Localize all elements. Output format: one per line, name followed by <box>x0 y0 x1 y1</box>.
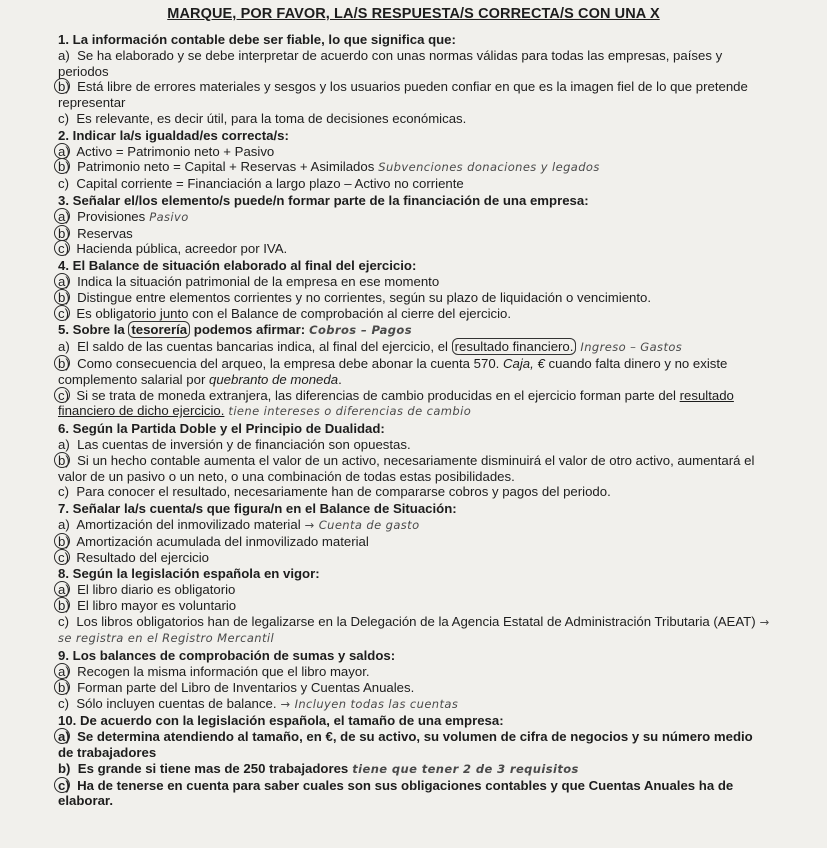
option-text: Patrimonio neto = Capital + Reservas + Asimilados <box>77 159 375 175</box>
option-text: Amortización del inmovilizado material <box>76 516 301 532</box>
option-2a[interactable] <box>58 144 771 160</box>
option-5b-italic: Caja, € <box>503 355 545 371</box>
option-text: Está libre de errores materiales y sesgos y los usuarios pueden confiar en que es la imagen fiel de lo que pretende representar <box>58 79 748 111</box>
option-text: Es relevante, es decir útil, para la toma de decisiones económicas. <box>76 110 467 126</box>
question-5-boxed-word: tesorería <box>128 321 190 338</box>
question-10-text: 10. De acuerdo con la legislación española, el tamaño de una empresa: <box>58 713 504 729</box>
option-letter: c) <box>58 176 69 192</box>
option-letter: b) <box>58 355 70 371</box>
option-7a[interactable] <box>58 517 771 534</box>
option-5a[interactable] <box>58 339 771 356</box>
option-10b[interactable] <box>58 761 771 778</box>
handwritten-note: → Cuenta de gasto <box>304 517 420 532</box>
option-1a[interactable] <box>58 48 771 80</box>
option-8b[interactable] <box>58 598 771 614</box>
question-10 <box>58 713 771 809</box>
option-9b[interactable] <box>58 680 771 696</box>
option-6b[interactable] <box>58 453 771 485</box>
option-letter: c) <box>58 549 69 565</box>
option-letter: a) <box>58 516 70 532</box>
option-3a[interactable] <box>58 209 771 226</box>
option-text: Indica la situación patrimonial de la empresa en ese momento <box>77 273 440 289</box>
option-5c[interactable] <box>58 388 771 421</box>
option-letter: c) <box>58 484 69 500</box>
handwritten-note: Cobros – Pagos <box>309 323 412 338</box>
questions-1-4 <box>58 32 771 321</box>
option-9c[interactable] <box>58 696 771 713</box>
question-5-post: podemos afirmar: <box>190 322 306 338</box>
option-10c[interactable] <box>58 778 771 810</box>
handwritten-note: Ingreso – Gastos <box>580 340 683 355</box>
option-10a[interactable] <box>58 729 771 761</box>
question-7 <box>58 501 771 565</box>
option-letter: c) <box>58 695 69 711</box>
option-text: Es obligatorio junto con el Balance de comprobación al cierre del ejercicio. <box>76 305 512 321</box>
option-letter: b) <box>58 533 70 549</box>
option-letter: c) <box>58 241 69 257</box>
questions-6-9 <box>58 421 771 712</box>
option-text: Activo = Patrimonio neto + Pasivo <box>76 143 275 159</box>
option-8c[interactable] <box>58 614 771 648</box>
question-9 <box>58 648 771 712</box>
question-6 <box>58 421 771 500</box>
option-text: Las cuentas de inversión y de financiación son opuestas. <box>77 436 411 452</box>
option-4a[interactable] <box>58 274 771 290</box>
option-letter: b) <box>58 79 70 95</box>
option-5c-text: Si se trata de moneda extranjera, las diferencias de cambio producidas en el ejercicio forman parte del <box>76 387 680 403</box>
handwritten-note: → se registra en el Registro Mercantil <box>58 614 770 646</box>
option-6a[interactable] <box>58 437 771 453</box>
option-letter: b) <box>58 679 70 695</box>
option-5b[interactable] <box>58 356 771 388</box>
question-3 <box>58 193 771 257</box>
option-letter: a) <box>58 339 70 355</box>
handwritten-note: → Incluyen todas las cuentas <box>280 696 459 711</box>
option-letter: b) <box>58 597 70 613</box>
option-text: Los libros obligatorios han de legalizarse en la Delegación de la Agencia Estatal de Administración Tributaria (AEAT) <box>76 613 756 629</box>
option-10b-text: Es grande si tiene mas de 250 trabajadores <box>77 760 349 776</box>
question-4 <box>58 258 771 321</box>
question-9-text: 9. Los balances de comprobación de sumas y saldos: <box>58 648 396 664</box>
option-text: Sólo incluyen cuentas de balance. <box>76 695 277 711</box>
option-text: Distingue entre elementos corrientes y no corrientes, según su plazo de liquidación o vencimiento. <box>77 289 652 305</box>
option-text: Provisiones <box>77 208 146 224</box>
option-letter: a) <box>58 436 70 452</box>
option-letter: c) <box>58 613 69 629</box>
question-5 <box>58 322 771 420</box>
option-5b-text-2: cuando falta dinero y no existe complemento salarial por <box>58 355 728 387</box>
question-3-text: 3. Señalar el/los elemento/s puede/n formar parte de la financiación de una empresa: <box>58 192 589 208</box>
option-4b[interactable] <box>58 290 771 306</box>
option-letter: a) <box>58 273 70 289</box>
option-letter: a) <box>58 208 70 224</box>
option-1b[interactable] <box>58 79 771 111</box>
option-6c[interactable] <box>58 484 771 500</box>
option-5a-boxed: resultado financiero. <box>452 338 577 355</box>
option-text: Hacienda pública, acreedor por IVA. <box>76 241 288 257</box>
option-7c[interactable] <box>58 550 771 566</box>
handwritten-note: Pasivo <box>149 209 189 224</box>
option-letter: b) <box>58 225 70 241</box>
option-letter: a) <box>58 664 70 680</box>
option-9a[interactable] <box>58 664 771 680</box>
option-3b[interactable] <box>58 226 771 242</box>
option-5b-italic-2: quebranto de moneda <box>209 371 339 387</box>
option-2c[interactable] <box>58 176 771 192</box>
option-text: Capital corriente = Financiación a largo plazo – Activo no corriente <box>76 176 464 192</box>
option-text: El libro mayor es voluntario <box>77 597 237 613</box>
option-5a-text: El saldo de las cuentas bancarias indica, al final del ejercicio, el <box>77 339 452 355</box>
question-4-text: 4. El Balance de situación elaborado al final del ejercicio: <box>58 258 417 274</box>
question-6-text: 6. Según la Partida Doble y el Principio de Dualidad: <box>58 421 385 437</box>
option-2b[interactable] <box>58 159 771 176</box>
option-5b-text: Como consecuencia del arqueo, la empresa debe abonar la cuenta 570. <box>77 355 504 371</box>
option-letter: a) <box>58 143 70 159</box>
question-2-text: 2. Indicar la/s igualdad/es correcta/s: <box>58 127 289 143</box>
question-1-text: 1. La información contable debe ser fiable, lo que significa que: <box>58 32 456 47</box>
option-text: Si un hecho contable aumenta el valor de un activo, necesariamente disminuirá el valor de otro activo, aumentará el valor de un pasivo o un neto, o una combinación de todas estas posibilidades. <box>58 452 755 484</box>
option-letter: c) <box>58 777 70 793</box>
option-text: Forman parte del Libro de Inventarios y Cuentas Anuales. <box>77 679 415 695</box>
option-text: Resultado del ejercicio <box>76 549 210 565</box>
question-5-text <box>58 322 771 339</box>
option-letter: c) <box>58 387 69 403</box>
option-letter: c) <box>58 110 69 126</box>
option-7b[interactable] <box>58 534 771 550</box>
option-10c-text: Ha de tenerse en cuenta para saber cuales son sus obligaciones contables y que Cuentas Anuales ha de elaborar. <box>58 777 734 809</box>
option-8a[interactable] <box>58 582 771 598</box>
handwritten-note: tiene intereses o diferencias de cambio <box>228 404 472 419</box>
option-3c[interactable] <box>58 241 771 257</box>
option-letter: b) <box>58 760 71 776</box>
question-1 <box>58 32 771 127</box>
option-letter: b) <box>58 289 70 305</box>
option-letter: a) <box>58 729 70 745</box>
handwritten-note: Subvenciones donaciones y legados <box>378 160 600 175</box>
option-10a-text: Se determina atendiendo al tamaño, en €, de su activo, su volumen de cifra de negocios y su número medio de trabajadores <box>58 729 753 761</box>
option-text: Reservas <box>77 225 133 241</box>
option-text: Se ha elaborado y se debe interpretar de acuerdo con unas normas válidas para todas las empresas, países y periodos <box>58 47 723 79</box>
option-5c-underlined: resultado financiero de dicho ejercicio. <box>58 387 734 419</box>
option-text: El libro diario es obligatorio <box>77 582 236 598</box>
option-letter: c) <box>58 305 69 321</box>
option-1c[interactable] <box>58 111 771 127</box>
option-letter: a) <box>58 47 70 63</box>
option-letter: b) <box>58 452 70 468</box>
option-text: Para conocer el resultado, necesariamente han de compararse cobros y pagos del periodo. <box>76 484 611 500</box>
question-7-text: 7. Señalar la/s cuenta/s que figura/n en el Balance de Situación: <box>58 501 457 517</box>
page-title: MARQUE, POR FAVOR, LA/S RESPUESTA/S CORRECTA/S CON UNA X <box>167 6 660 22</box>
question-8 <box>58 566 771 647</box>
option-text: Recogen la misma información que el libro mayor. <box>77 664 370 680</box>
question-5-pre: 5. Sobre la <box>58 322 129 338</box>
option-letter: b) <box>58 159 70 175</box>
option-5b-end: . <box>338 371 342 387</box>
questions-container <box>0 32 827 809</box>
question-8-text: 8. Según la legislación española en vigor: <box>58 566 320 582</box>
option-letter: a) <box>58 582 70 598</box>
question-2 <box>58 128 771 192</box>
option-text: Amortización acumulada del inmovilizado material <box>76 533 369 549</box>
option-4c[interactable] <box>58 306 771 322</box>
handwritten-note: tiene que tener 2 de 3 requisitos <box>352 761 579 776</box>
